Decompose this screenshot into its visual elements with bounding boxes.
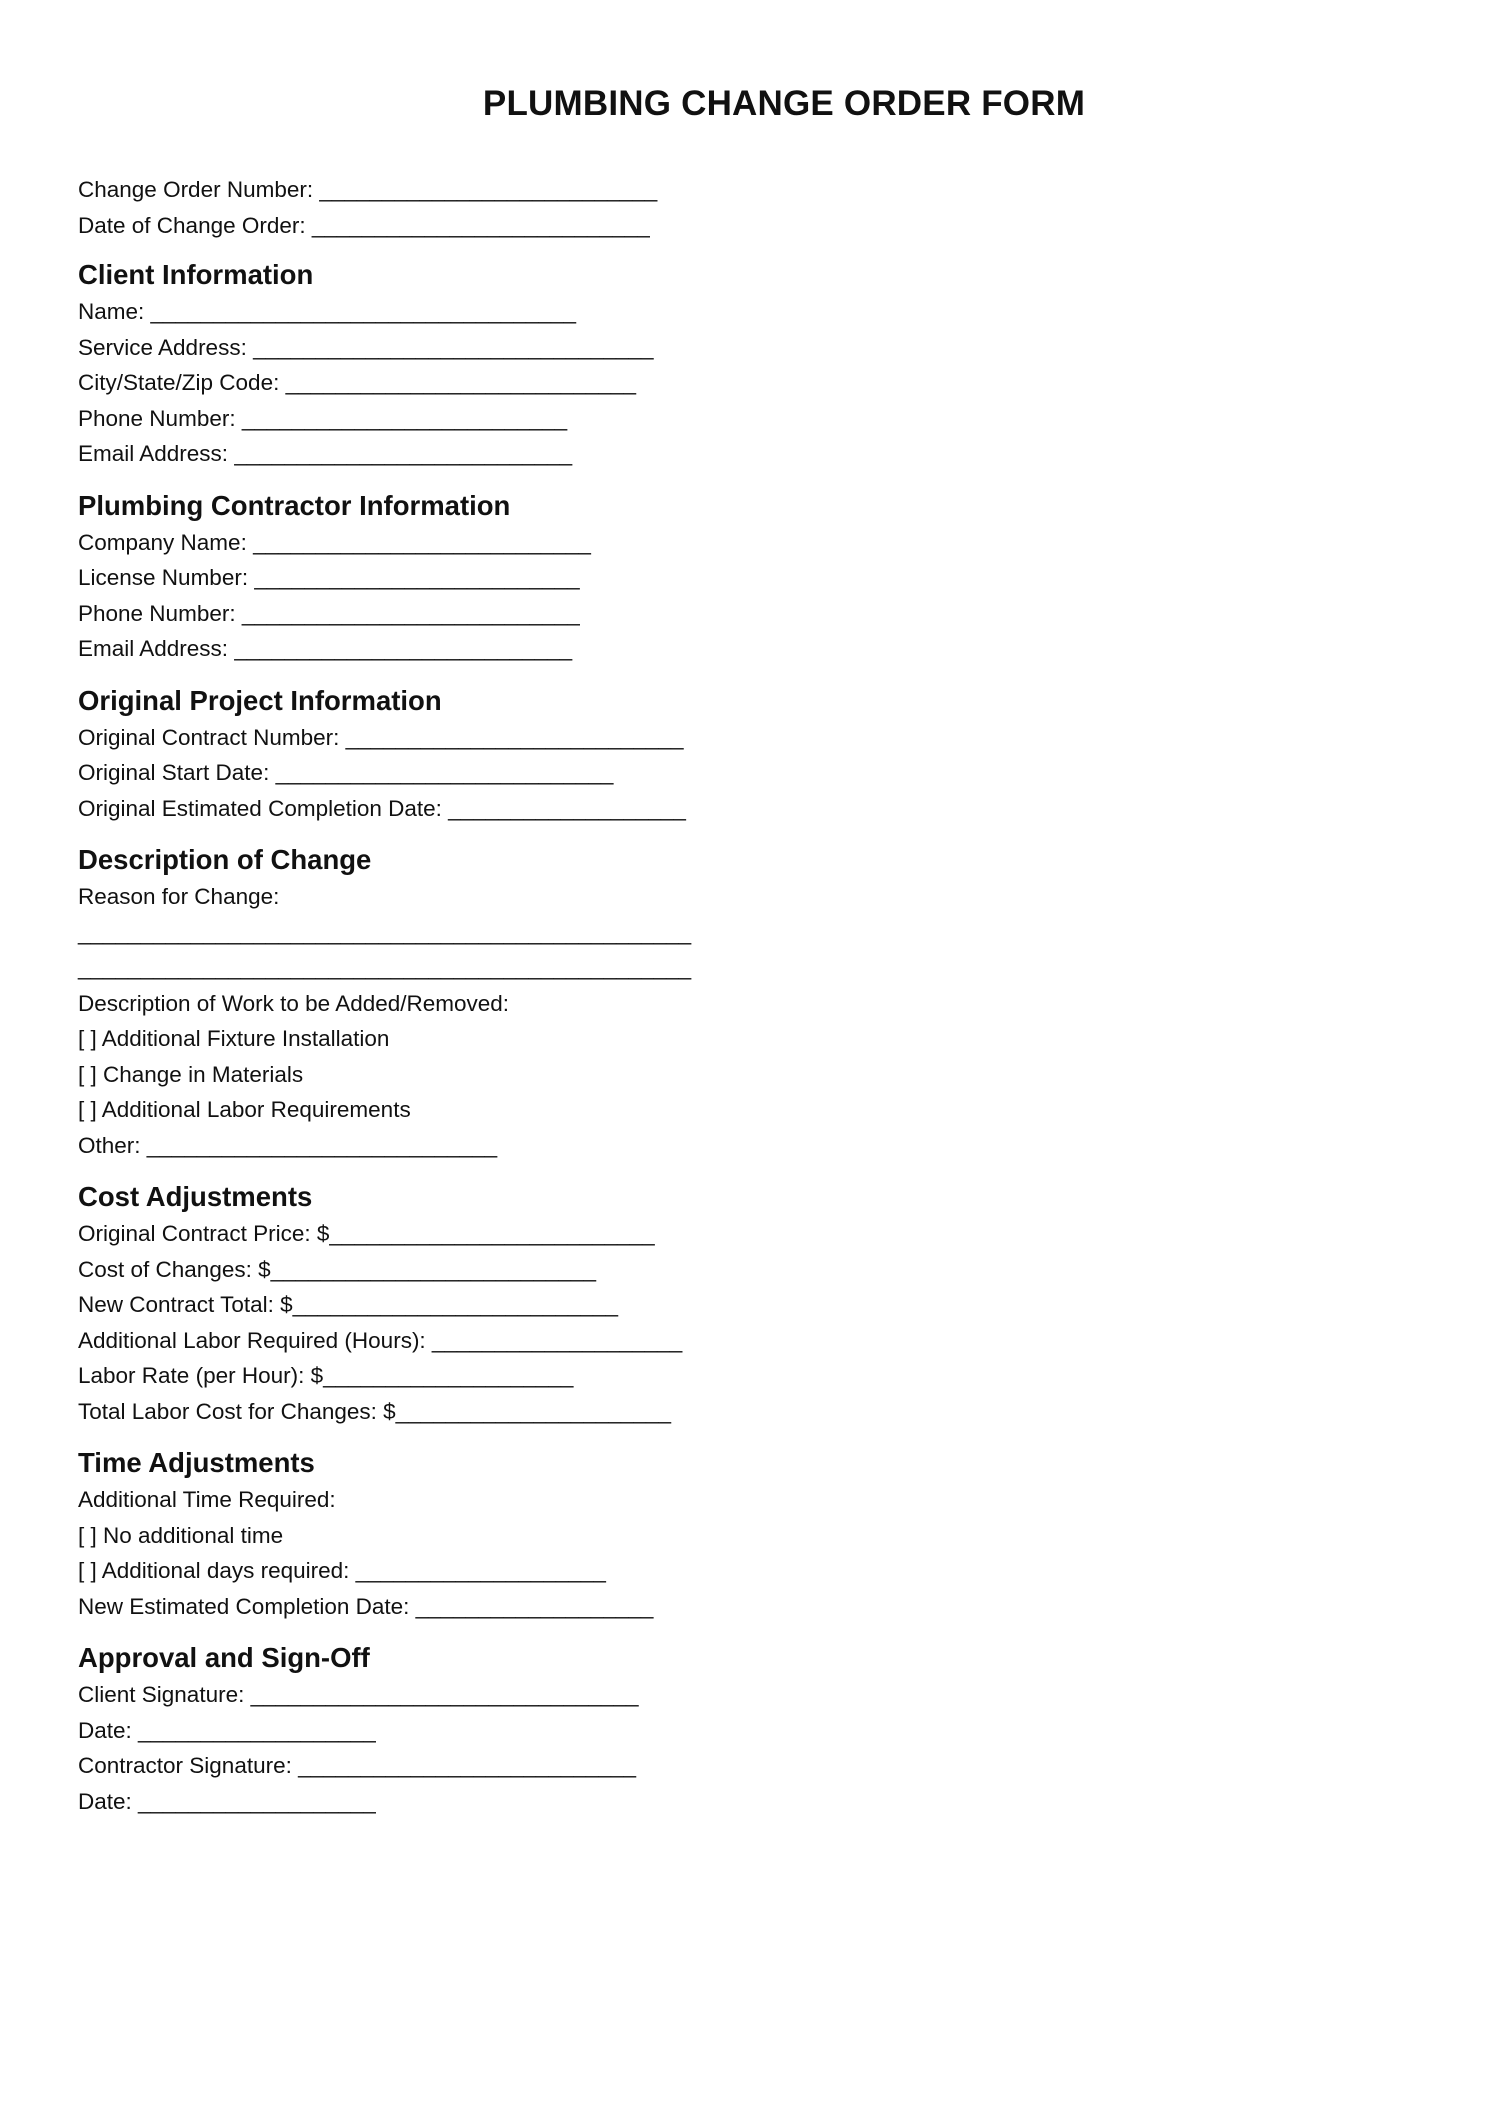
original-completion-date-field[interactable]: Original Estimated Completion Date: ___________________ [78,795,686,821]
materials-change-checkbox[interactable]: [ ] Change in Materials [78,1061,304,1087]
fixture-installation-checkbox[interactable]: [ ] Additional Fixture Installation [78,1026,390,1051]
cost-adjustments-heading: Cost Adjustments [78,1181,313,1212]
labor-rate-field[interactable]: Labor Rate (per Hour): $____________________ [78,1363,574,1388]
form-content [78,172,838,1819]
client-city-state-zip-field[interactable]: City/State/Zip Code: ____________________________ [78,370,636,395]
client-name-field[interactable]: Name: __________________________________ [78,299,576,324]
client-info-heading: Client Information [78,259,314,290]
approval-heading: Approval and Sign-Off [78,1642,370,1673]
labor-requirements-checkbox[interactable]: [ ] Additional Labor Requirements [78,1097,411,1122]
client-phone-field[interactable]: Phone Number: __________________________ [78,405,568,431]
contractor-email-field[interactable]: Email Address: ___________________________ [78,636,573,661]
contractor-license-field[interactable]: License Number: __________________________ [78,565,580,590]
additional-labor-hours-field[interactable]: Additional Labor Required (Hours): ____________________ [78,1327,683,1353]
page-title: PLUMBING CHANGE ORDER FORM [482,84,1086,123]
contractor-phone-field[interactable]: Phone Number: ___________________________ [78,600,580,626]
client-email-field[interactable]: Email Address: ___________________________ [78,441,573,466]
additional-days-field[interactable]: [ ] Additional days required: ____________________ [78,1558,606,1583]
description-heading: Description of Change [78,844,372,875]
change-order-number-field[interactable]: Change Order Number: ___________________________ [78,177,658,202]
client-service-address-field[interactable]: Service Address: ________________________________ [78,334,654,360]
client-signature-field[interactable]: Client Signature: _______________________________ [78,1682,639,1707]
original-start-date-field[interactable]: Original Start Date: ___________________________ [78,760,614,785]
contractor-company-name-field[interactable]: Company Name: ___________________________ [78,529,591,555]
additional-time-label: Additional Time Required: [78,1487,336,1512]
contractor-signature-date-field[interactable]: Date: ___________________ [78,1788,376,1814]
original-project-heading: Original Project Information [78,684,442,716]
client-signature-date-field[interactable]: Date: ___________________ [78,1717,376,1743]
new-completion-date-field[interactable]: New Estimated Completion Date: ___________________ [78,1593,654,1619]
reason-blank-line[interactable]: _________________________________________________ [78,955,692,980]
change-order-date-field[interactable]: Date of Change Order: ___________________________ [78,212,650,238]
contractor-signature-field[interactable]: Contractor Signature: ___________________________ [78,1753,636,1778]
reason-blank-line[interactable]: _________________________________________________ [78,919,692,945]
time-adjustments-heading: Time Adjustments [78,1447,315,1478]
work-description-label: Description of Work to be Added/Removed: [78,990,510,1016]
no-additional-time-checkbox[interactable]: [ ] No additional time [78,1522,284,1548]
original-contract-price-field[interactable]: Original Contract Price: $__________________________ [78,1221,655,1246]
new-contract-total-field[interactable]: New Contract Total: $__________________________ [78,1292,619,1317]
reason-for-change-label: Reason for Change: [78,884,280,909]
contractor-info-heading: Plumbing Contractor Information [78,489,511,521]
original-contract-number-field[interactable]: Original Contract Number: ___________________________ [78,724,684,750]
total-labor-cost-field[interactable]: Total Labor Cost for Changes: $______________________ [78,1398,671,1424]
cost-of-changes-field[interactable]: Cost of Changes: $__________________________ [78,1256,596,1282]
other-field[interactable]: Other: ____________________________ [78,1132,498,1158]
